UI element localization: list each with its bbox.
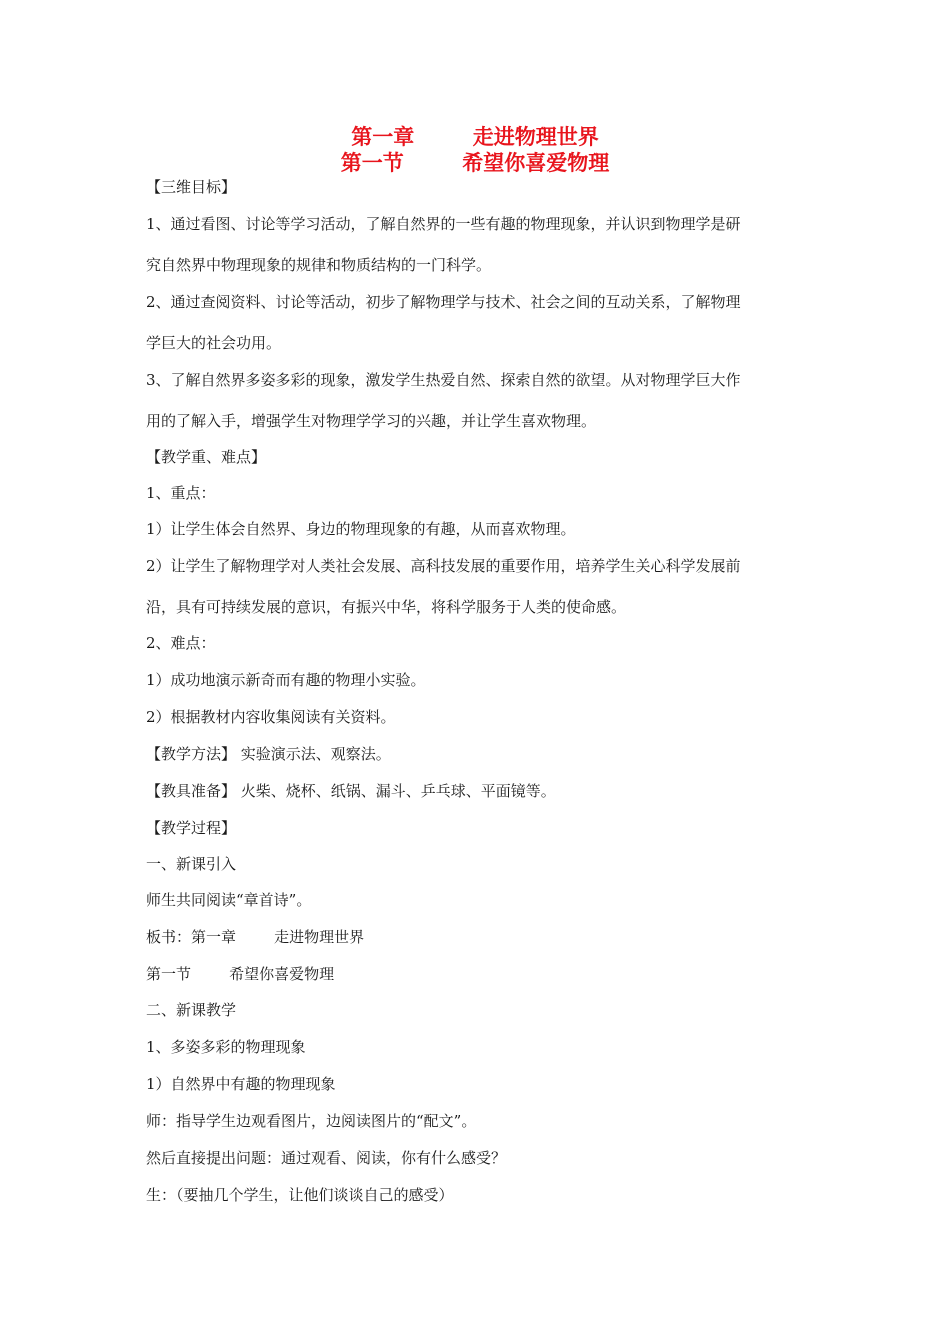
heading-process: 【教学过程】	[146, 819, 237, 837]
paragraph-line: 1、多姿多彩的物理现象	[146, 1038, 306, 1056]
paragraph-line: 生：（要抽几个学生，让他们谈谈自己的感受）	[146, 1186, 454, 1204]
paragraph-line: 师生共同阅读“章首诗”。	[146, 891, 312, 909]
paragraph-line: 2）让学生了解物理学对人类社会发展、高科技发展的重要作用，培养学生关心科学发展前	[146, 557, 741, 575]
paragraph-line: 沿，具有可持续发展的意识，有振兴中华，将科学服务于人类的使命感。	[146, 598, 627, 616]
paragraph-line: 究自然界中物理现象的规律和物质结构的一门科学。	[146, 256, 492, 274]
paragraph-line: 3、了解自然界多姿多彩的现象，激发学生热爱自然、探索自然的欲望。从对物理学巨大作	[146, 371, 741, 389]
paragraph-line: 2、通过查阅资料、讨论等活动，初步了解物理学与技术、社会之间的互动关系，了解物理	[146, 293, 741, 311]
paragraph-line: 然后直接提出问题：通过观看、阅读，你有什么感受？	[146, 1149, 507, 1167]
paragraph-line: 一、新课引入	[146, 855, 237, 873]
section-title: 第一节 希望你喜爱物理	[340, 151, 610, 175]
heading-materials: 【教具准备】 火柴、烧杯、纸锅、漏斗、乒乓球、平面镜等。	[146, 782, 556, 800]
paragraph-line: 1、重点：	[146, 484, 216, 502]
paragraph-line: 学巨大的社会功用。	[146, 334, 282, 352]
chapter-title: 第一章 走进物理世界	[351, 125, 599, 149]
paragraph-line: 1）自然界中有趣的物理现象	[146, 1075, 336, 1093]
paragraph-line: 2）根据教材内容收集阅读有关资料。	[146, 708, 396, 726]
paragraph-line: 1）让学生体会自然界、身边的物理现象的有趣，从而喜欢物理。	[146, 520, 576, 538]
paragraph-line: 板书：第一章 走进物理世界	[146, 928, 365, 946]
paragraph-line: 2、难点：	[146, 634, 216, 652]
heading-methods: 【教学方法】 实验演示法、观察法。	[146, 745, 391, 763]
heading-objectives: 【三维目标】	[146, 178, 237, 196]
paragraph-line: 1）成功地演示新奇而有趣的物理小实验。	[146, 671, 426, 689]
paragraph-line: 第一节 希望你喜爱物理	[146, 965, 335, 983]
paragraph-line: 1、通过看图、讨论等学习活动，了解自然界的一些有趣的物理现象，并认识到物理学是研	[146, 215, 741, 233]
paragraph-line: 用的了解入手，增强学生对物理学学习的兴趣，并让学生喜欢物理。	[146, 412, 597, 430]
heading-key-points: 【教学重、难点】	[146, 448, 267, 466]
paragraph-line: 师：指导学生边观看图片，边阅读图片的“配文”。	[146, 1112, 477, 1130]
paragraph-line: 二、新课教学	[146, 1001, 237, 1019]
